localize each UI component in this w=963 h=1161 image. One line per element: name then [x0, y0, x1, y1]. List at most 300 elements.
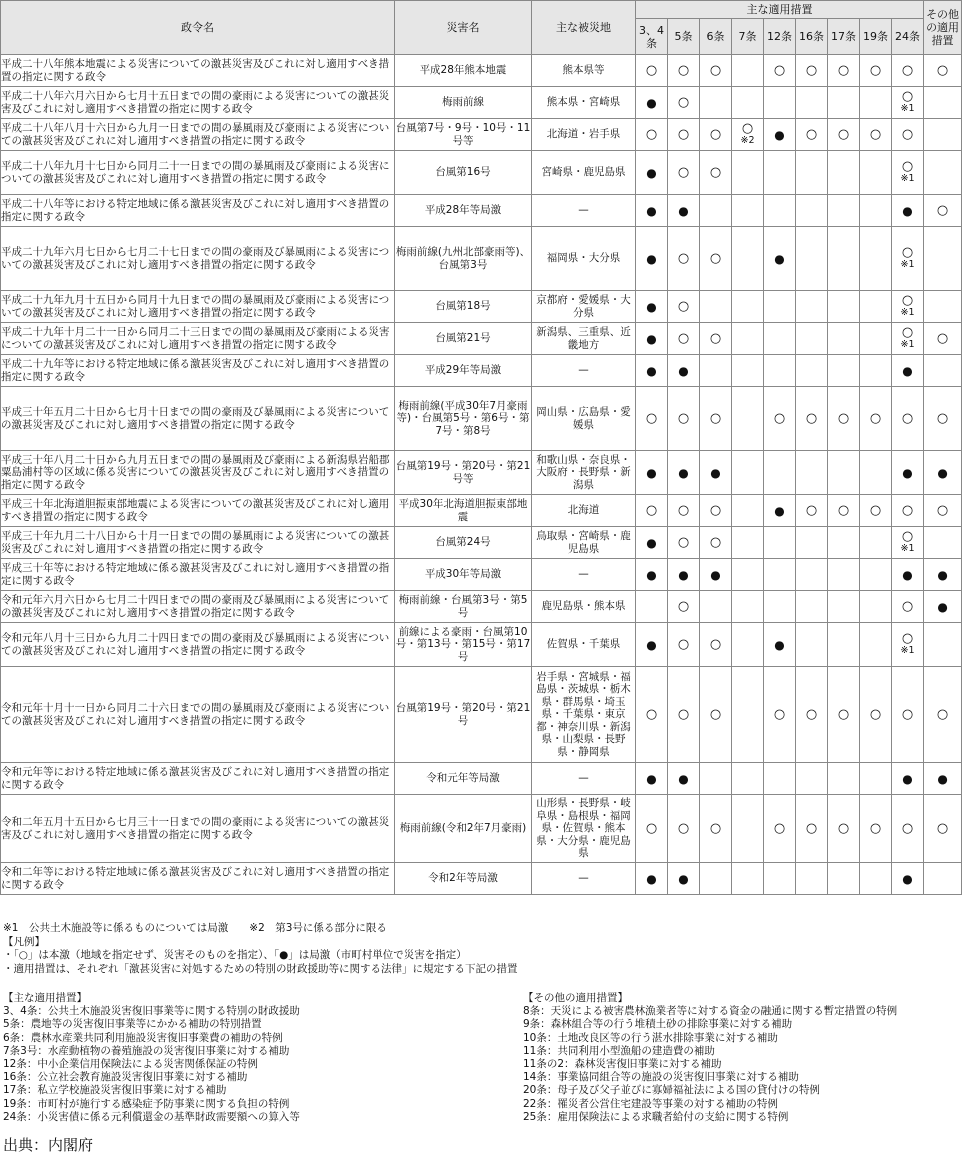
measure-cell — [828, 355, 860, 387]
table-row — [1, 227, 962, 291]
nationwide-designation-mark: ○ — [645, 126, 658, 142]
measure-cell — [636, 387, 668, 451]
measure-cell — [700, 323, 732, 355]
measure-cell — [892, 863, 924, 895]
measure-cell — [668, 227, 700, 291]
local-designation-mark: ● — [774, 637, 785, 652]
disaster-name: 台風第19号・第20号・第21号 — [395, 667, 532, 763]
measure-cell — [828, 151, 860, 195]
nationwide-designation-mark: ○ — [645, 820, 658, 836]
nationwide-designation-mark: ○ — [936, 820, 949, 836]
measure-cell — [636, 667, 668, 763]
other-measure-item: 11条の2：森林災害復旧事業に対する補助 — [523, 1058, 722, 1071]
ordinance-name: 平成三十年北海道胆振東部地震による災害についての激甚災害及びこれに対し適用すべき措置の指定に関する政令 — [1, 495, 395, 527]
header-disaster: 災害名 — [395, 1, 532, 55]
local-designation-mark: ● — [646, 363, 657, 378]
affected-area: 北海道 — [532, 495, 636, 527]
measure-cell — [924, 55, 962, 87]
measure-cell — [764, 291, 796, 323]
measure-cell — [668, 291, 700, 323]
affected-area: — — [532, 355, 636, 387]
nationwide-designation-mark: ○ — [741, 121, 754, 136]
measure-cell — [732, 763, 764, 795]
nationwide-designation-mark: ○ — [709, 534, 722, 550]
measure-cell — [860, 227, 892, 291]
table-row — [1, 291, 962, 323]
nationwide-designation-mark: ○ — [677, 636, 690, 652]
local-designation-mark: ● — [646, 95, 657, 110]
measure-cell — [828, 291, 860, 323]
main-measure-item: 17条：私立学校施設災害復旧事業に対する補助 — [3, 1084, 227, 1097]
local-designation-mark: ● — [678, 465, 689, 480]
header-ordinance: 7条 — [732, 19, 764, 55]
nationwide-designation-mark: ○ — [869, 502, 882, 518]
disaster-name: 梅雨前線 — [395, 87, 532, 119]
measure-cell — [764, 559, 796, 591]
nationwide-designation-mark: ○ — [901, 502, 914, 518]
nationwide-designation-mark: ○ — [709, 164, 722, 180]
measure-cell — [860, 795, 892, 863]
table-row — [1, 763, 962, 795]
local-designation-mark: ● — [678, 567, 689, 582]
measure-cell — [796, 451, 828, 495]
measure-cell — [764, 195, 796, 227]
measure-cell — [828, 451, 860, 495]
measure-cell — [732, 195, 764, 227]
measure-cell — [732, 119, 764, 151]
measure-cell — [636, 227, 668, 291]
local-designation-mark: ● — [937, 465, 948, 480]
main-measures-title: 【主な適用措置】 — [3, 992, 87, 1004]
measure-cell — [764, 387, 796, 451]
measure-cell — [700, 667, 732, 763]
measure-cell — [924, 119, 962, 151]
other-measure-item: 11条：共同利用小型漁船の建造費の補助 — [523, 1044, 715, 1057]
main-measure-item: 24条：小災害債に係る元利償還金の基準財政需要額への算入等 — [3, 1110, 300, 1123]
measure-cell — [668, 795, 700, 863]
other-measures-title: 【その他の適用措置】 — [523, 992, 628, 1004]
table-row — [1, 623, 962, 667]
disaster-name: 平成30年等局激 — [395, 559, 532, 591]
measure-cell — [924, 667, 962, 763]
measure-cell — [764, 119, 796, 151]
nationwide-designation-mark: ○ — [773, 820, 786, 836]
other-measure-item: 22条：罹災者公営住宅建設等事業の対する補助の特例 — [523, 1097, 778, 1110]
measure-cell — [892, 323, 924, 355]
disaster-name: 平成28年等局激 — [395, 195, 532, 227]
measure-cell — [828, 387, 860, 451]
measure-cell — [732, 291, 764, 323]
disaster-name: 梅雨前線・台風第3号・第5号 — [395, 591, 532, 623]
affected-area: 新潟県、三重県、近畿地方 — [532, 323, 636, 355]
measure-cell — [892, 195, 924, 227]
legend-line-1: ・「○」は本激（地域を指定せず、災害そのものを指定）、「●」は局激（市町村単位で災害を指定） — [3, 949, 467, 961]
nationwide-designation-mark: ○ — [677, 298, 690, 314]
disaster-name: 台風第7号・9号・10号・11号等 — [395, 119, 532, 151]
measure-cell — [828, 527, 860, 559]
ordinance-name: 平成二十八年熊本地震による災害についての激甚災害及びこれに対し適用すべき措置の指定に関する政令 — [1, 55, 395, 87]
local-designation-mark: ● — [646, 299, 657, 314]
header-ordinance: 3、4条 — [636, 19, 668, 55]
measure-cell — [860, 527, 892, 559]
disaster-name: 台風第24号 — [395, 527, 532, 559]
local-designation-mark: ● — [646, 203, 657, 218]
measure-cell — [668, 559, 700, 591]
disaster-name: 平成30年北海道胆振東部地震 — [395, 495, 532, 527]
header-ordinance: 16条 — [796, 19, 828, 55]
nationwide-designation-mark: ○ — [901, 598, 914, 614]
nationwide-designation-mark: ○ — [677, 164, 690, 180]
measure-cell — [732, 591, 764, 623]
measure-cell — [796, 527, 828, 559]
measure-cell — [892, 151, 924, 195]
nationwide-designation-mark: ○ — [805, 126, 818, 142]
measure-cell — [860, 763, 892, 795]
affected-area: — — [532, 863, 636, 895]
measure-cell — [764, 795, 796, 863]
nationwide-designation-mark: ○ — [936, 62, 949, 78]
measure-cell — [860, 87, 892, 119]
disaster-name: 梅雨前線(令和2年7月豪雨) — [395, 795, 532, 863]
local-designation-mark: ● — [678, 203, 689, 218]
nationwide-designation-mark: ○ — [901, 293, 914, 308]
nationwide-designation-mark: ○ — [677, 706, 690, 722]
nationwide-designation-mark: ○ — [901, 706, 914, 722]
measure-cell — [636, 527, 668, 559]
measure-cell — [860, 355, 892, 387]
measure-cell — [860, 387, 892, 451]
local-designation-mark: ● — [678, 771, 689, 786]
measure-cell — [828, 623, 860, 667]
local-designation-mark: ● — [646, 251, 657, 266]
measure-cell — [700, 227, 732, 291]
measure-cell — [668, 355, 700, 387]
measure-cell — [764, 863, 796, 895]
nationwide-designation-mark: ○ — [869, 62, 882, 78]
disaster-name: 台風第19号・第20号・第21号等 — [395, 451, 532, 495]
local-designation-mark: ● — [937, 599, 948, 614]
disaster-name: 台風第21号 — [395, 323, 532, 355]
measure-cell — [732, 623, 764, 667]
measure-cell — [636, 863, 668, 895]
local-designation-mark: ● — [646, 331, 657, 346]
measure-cell — [924, 355, 962, 387]
measure-cell — [924, 591, 962, 623]
measure-cell — [860, 451, 892, 495]
measure-cell — [732, 87, 764, 119]
nationwide-designation-mark: ○ — [677, 62, 690, 78]
footnote-ref: ※1 — [900, 543, 915, 554]
local-designation-mark: ● — [710, 465, 721, 480]
measure-cell — [732, 227, 764, 291]
measure-cell — [796, 355, 828, 387]
affected-area: 宮崎県・鹿児島県 — [532, 151, 636, 195]
ordinance-name: 令和二年等における特定地域に係る激甚災害及びこれに対し適用すべき措置の指定に関する政令 — [1, 863, 395, 895]
measure-cell — [636, 495, 668, 527]
nationwide-designation-mark: ○ — [837, 502, 850, 518]
other-measure-item: 14条：事業協同組合等の施設の災害復旧事業に対する補助 — [523, 1071, 799, 1084]
measure-cell — [732, 451, 764, 495]
header-ordinance: 6条 — [700, 19, 732, 55]
other-measure-item: 9条：森林組合等の行う堆積土砂の排除事業に対する補助 — [523, 1018, 793, 1031]
measure-cell — [700, 763, 732, 795]
measure-cell — [796, 667, 828, 763]
nationwide-designation-mark: ○ — [709, 410, 722, 426]
measure-cell — [828, 495, 860, 527]
measure-cell — [668, 527, 700, 559]
local-designation-mark: ● — [902, 363, 913, 378]
measure-cell — [828, 119, 860, 151]
nationwide-designation-mark: ○ — [709, 820, 722, 836]
table-row — [1, 87, 962, 119]
measure-cell — [796, 195, 828, 227]
main-measure-item: 16条：公立社会教育施設災害復旧事業に対する補助 — [3, 1071, 248, 1084]
measure-cell — [764, 591, 796, 623]
main-measure-item: 6条：農林水産業共同利用施設災害復旧事業費の補助の特例 — [3, 1031, 283, 1044]
header-main-measures: 主な適用措置 — [636, 1, 924, 19]
measure-cell — [668, 763, 700, 795]
ordinance-name: 平成二十九年等における特定地域に係る激甚災害及びこれに対し適用すべき措置の指定に関する政令 — [1, 355, 395, 387]
measure-cell — [796, 863, 828, 895]
measure-cell — [700, 451, 732, 495]
local-designation-mark: ● — [902, 771, 913, 786]
measure-cell — [796, 495, 828, 527]
measure-cell — [700, 559, 732, 591]
measure-cell — [764, 227, 796, 291]
ordinance-name: 平成二十九年六月七日から七月二十七日までの間の豪雨及び暴風雨による災害についての激甚災害及びこれに対し適用すべき措置の指定に関する政令 — [1, 227, 395, 291]
local-designation-mark: ● — [774, 127, 785, 142]
measure-cell — [700, 87, 732, 119]
local-designation-mark: ● — [902, 465, 913, 480]
measure-cell — [700, 863, 732, 895]
ordinance-name: 令和元年八月十三日から九月二十四日までの間の豪雨及び暴風雨による災害についての激甚災害及びこれに対し適用すべき措置の指定に関する政令 — [1, 623, 395, 667]
measure-cell — [892, 291, 924, 323]
measure-cell — [764, 623, 796, 667]
disaster-name: 平成29年等局激 — [395, 355, 532, 387]
header-area: 主な被災地 — [532, 1, 636, 55]
table-row — [1, 863, 962, 895]
ordinance-name: 令和元年等における特定地域に係る激甚災害及びこれに対し適用すべき措置の指定に関する政令 — [1, 763, 395, 795]
other-measure-item: 25条：雇用保険法による求職者給付の支給に関する特例 — [523, 1110, 789, 1123]
measure-cell — [924, 451, 962, 495]
measure-cell — [668, 55, 700, 87]
measure-cell — [636, 763, 668, 795]
measure-cell — [732, 55, 764, 87]
measure-cell — [924, 763, 962, 795]
measure-cell — [796, 151, 828, 195]
measure-cell — [636, 559, 668, 591]
measure-cell — [924, 195, 962, 227]
measure-cell — [636, 795, 668, 863]
measure-cell — [732, 151, 764, 195]
table-row — [1, 195, 962, 227]
disaster-name: 令和元年等局激 — [395, 763, 532, 795]
measure-cell — [636, 591, 668, 623]
measure-cell — [860, 623, 892, 667]
measure-cell — [924, 387, 962, 451]
measure-cell — [700, 387, 732, 451]
nationwide-designation-mark: ○ — [837, 410, 850, 426]
measure-cell — [924, 227, 962, 291]
measure-cell — [796, 55, 828, 87]
nationwide-designation-mark: ○ — [869, 706, 882, 722]
measure-cell — [860, 495, 892, 527]
measure-cell — [732, 527, 764, 559]
header-ordinance: 24条 — [892, 19, 924, 55]
measure-cell — [764, 667, 796, 763]
measure-cell — [860, 667, 892, 763]
measure-cell — [764, 151, 796, 195]
ordinance-name: 令和二年五月十五日から七月三十一日までの間の豪雨による災害についての激甚災害及びこれに対し適用すべき措置の指定に関する政令 — [1, 795, 395, 863]
header-ordinance: 5条 — [668, 19, 700, 55]
table-row — [1, 355, 962, 387]
affected-area: — — [532, 559, 636, 591]
measure-cell — [796, 387, 828, 451]
nationwide-designation-mark: ○ — [805, 706, 818, 722]
header-other-measures: その他の適用措置 — [924, 1, 962, 55]
table-row — [1, 151, 962, 195]
ordinance-name: 平成三十年五月二十日から七月十日までの間の豪雨及び暴風雨による災害についての激甚災害及びこれに対し適用すべき措置の指定に関する政令 — [1, 387, 395, 451]
measure-cell — [796, 227, 828, 291]
measure-cell — [924, 151, 962, 195]
measure-cell — [860, 591, 892, 623]
disaster-name: 台風第16号 — [395, 151, 532, 195]
measure-cell — [892, 559, 924, 591]
main-measure-item: 12条：中小企業信用保険法による災害関係保証の特例 — [3, 1058, 258, 1071]
affected-area: — — [532, 763, 636, 795]
measure-cell — [732, 387, 764, 451]
affected-area: 山形県・長野県・岐阜県・島根県・福岡県・佐賀県・熊本県・大分県・鹿児島県 — [532, 795, 636, 863]
measure-cell — [892, 763, 924, 795]
local-designation-mark: ● — [678, 363, 689, 378]
measure-cell — [796, 291, 828, 323]
measure-cell — [732, 667, 764, 763]
measure-cell — [668, 623, 700, 667]
measure-cell — [796, 623, 828, 667]
measure-cell — [796, 119, 828, 151]
ordinance-name: 平成三十年八月二十日から九月五日までの間の暴風雨及び豪雨による新潟県岩船郡粟島浦村等の区域に係る災害についての激甚災害及びこれに対し適用すべき措置の指定に関する政令 — [1, 451, 395, 495]
measure-cell — [668, 495, 700, 527]
measure-cell — [764, 323, 796, 355]
footnote-ref: ※1 — [900, 645, 915, 656]
measure-cell — [668, 119, 700, 151]
measure-cell — [828, 763, 860, 795]
affected-area: 和歌山県・奈良県・大阪府・長野県・新潟県 — [532, 451, 636, 495]
disaster-name: 前線による豪雨・台風第10号・第13号・第15号・第17号 — [395, 623, 532, 667]
nationwide-designation-mark: ○ — [901, 410, 914, 426]
measure-cell — [732, 795, 764, 863]
table-row — [1, 387, 962, 451]
table-row — [1, 495, 962, 527]
nationwide-designation-mark: ○ — [901, 325, 914, 340]
measure-cell — [732, 863, 764, 895]
measure-cell — [668, 591, 700, 623]
footnote-ref: ※1 — [900, 307, 915, 318]
measure-cell — [668, 195, 700, 227]
nationwide-designation-mark: ○ — [677, 598, 690, 614]
measure-cell — [860, 55, 892, 87]
table-body — [1, 55, 962, 895]
nationwide-designation-mark: ○ — [677, 410, 690, 426]
measure-cell — [860, 151, 892, 195]
table-row — [1, 795, 962, 863]
measure-cell — [700, 795, 732, 863]
nationwide-designation-mark: ○ — [805, 502, 818, 518]
other-measures-list — [523, 992, 959, 1124]
measure-cell — [700, 55, 732, 87]
footnote-ref: ※2 — [740, 135, 755, 146]
table-row — [1, 323, 962, 355]
measure-cell — [764, 355, 796, 387]
measure-cell — [668, 151, 700, 195]
measure-cell — [700, 623, 732, 667]
main-measure-item: 19条：市町村が施行する感染症予防事業に関する負担の特例 — [3, 1097, 290, 1110]
measure-cell — [764, 55, 796, 87]
local-designation-mark: ● — [710, 567, 721, 582]
nationwide-designation-mark: ○ — [901, 126, 914, 142]
disaster-name: 令和2年等局激 — [395, 863, 532, 895]
nationwide-designation-mark: ○ — [645, 62, 658, 78]
nationwide-designation-mark: ○ — [805, 820, 818, 836]
measure-cell — [636, 323, 668, 355]
ordinance-name: 平成三十年九月二十八日から十月一日までの間の暴風雨による災害についての激甚災害及びこれに対し適用すべき措置の指定に関する政令 — [1, 527, 395, 559]
measure-cell — [924, 87, 962, 119]
measure-cell — [636, 151, 668, 195]
table-row — [1, 451, 962, 495]
main-measure-item: 7条3号：水産動植物の養殖施設の災害復旧事業に対する補助 — [3, 1044, 290, 1057]
nationwide-designation-mark: ○ — [901, 529, 914, 544]
measure-cell — [828, 795, 860, 863]
measure-cell — [732, 355, 764, 387]
source-credit: 出典：内閣府 — [3, 1136, 94, 1154]
header-ordinance: 17条 — [828, 19, 860, 55]
measure-cell — [860, 291, 892, 323]
measure-cell — [636, 355, 668, 387]
measure-cell — [860, 119, 892, 151]
nationwide-designation-mark: ○ — [936, 330, 949, 346]
measure-cell — [892, 795, 924, 863]
ordinance-name: 平成二十八年等における特定地域に係る激甚災害及びこれに対し適用すべき措置の指定に関する政令 — [1, 195, 395, 227]
measure-cell — [828, 323, 860, 355]
main-measures-list — [3, 992, 503, 1124]
affected-area: 岩手県・宮城県・福島県・茨城県・栃木県・群馬県・埼玉県・千葉県・東京都・神奈川県・新潟県・山梨県・長野県・静岡県 — [532, 667, 636, 763]
local-designation-mark: ● — [678, 871, 689, 886]
measure-cell — [924, 863, 962, 895]
measure-cell — [924, 291, 962, 323]
measure-cell — [636, 195, 668, 227]
measure-cell — [924, 559, 962, 591]
measure-cell — [764, 495, 796, 527]
nationwide-designation-mark: ○ — [709, 126, 722, 142]
affected-area: 北海道・岩手県 — [532, 119, 636, 151]
ordinance-name: 令和元年十月十一日から同月二十六日までの間の暴風雨及び豪雨による災害についての激甚災害及びこれに対し適用すべき措置の指定に関する政令 — [1, 667, 395, 763]
measure-cell — [924, 495, 962, 527]
measure-cell — [636, 119, 668, 151]
other-measure-item: 20条：母子及び父子並びに寡婦福祉法による国の貸付けの特例 — [523, 1084, 820, 1097]
nationwide-designation-mark: ○ — [837, 706, 850, 722]
table-row — [1, 667, 962, 763]
measure-cell — [636, 451, 668, 495]
nationwide-designation-mark: ○ — [645, 706, 658, 722]
nationwide-designation-mark: ○ — [709, 250, 722, 266]
measure-cell — [860, 323, 892, 355]
affected-area: 佐賀県・千葉県 — [532, 623, 636, 667]
nationwide-designation-mark: ○ — [869, 126, 882, 142]
measure-cell — [796, 87, 828, 119]
measure-cell — [828, 195, 860, 227]
measure-cell — [700, 591, 732, 623]
nationwide-designation-mark: ○ — [709, 636, 722, 652]
